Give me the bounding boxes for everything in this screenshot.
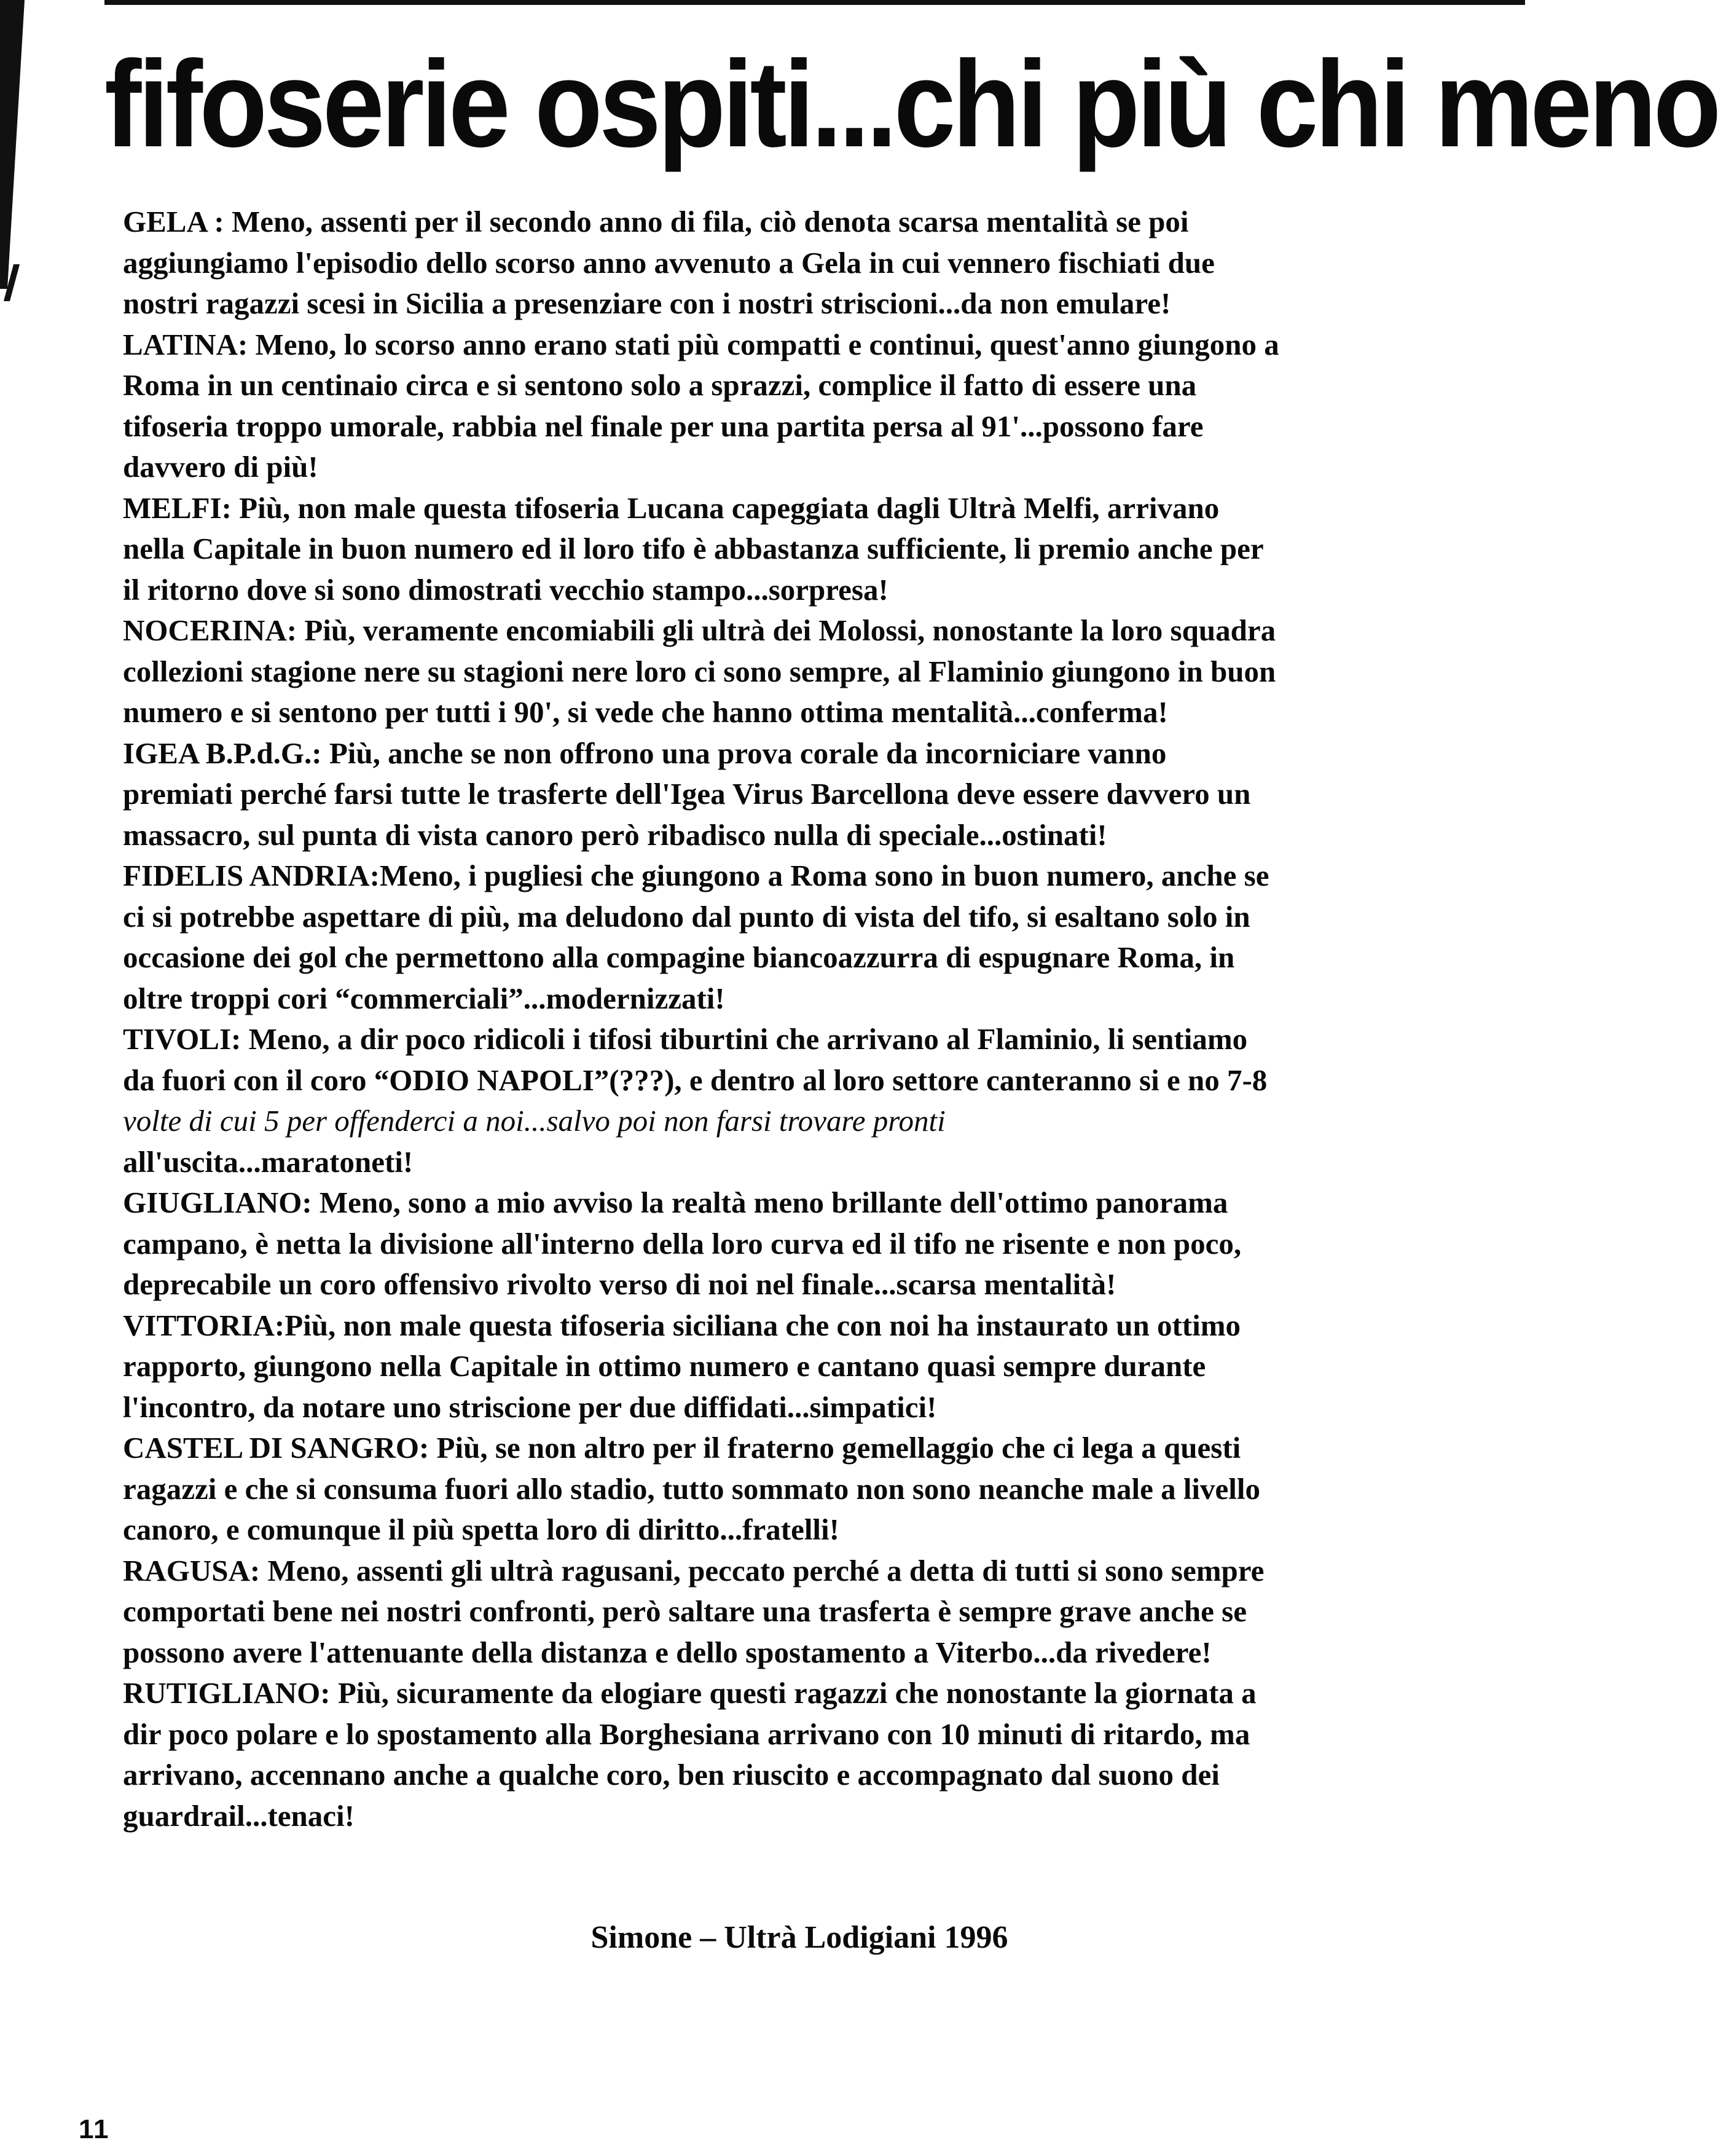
- article-line: ragazzi e che si consuma fuori allo stadio, tutto sommato non sono neanche male a livello: [123, 1471, 1261, 1506]
- article-line: VITTORIA:Più, non male questa tifoseria siciliana che con noi ha instaurato un ottimo: [123, 1308, 1241, 1342]
- headline: fifoserie ospiti...chi più chi meno: [104, 36, 1718, 173]
- article-line: numero e si sentono per tutti i 90', si vede che hanno ottima mentalità...conferma!: [123, 695, 1168, 729]
- article-line: ci si potrebbe aspettare di più, ma deludono dal punto di vista del tifo, si esaltano solo in: [123, 899, 1250, 934]
- article-line: Roma in un centinaio circa e si sentono solo a sprazzi, complice il fatto di essere una: [123, 368, 1197, 402]
- article-line: volte di cui 5 per offenderci a noi...salvo poi non farsi trovare pronti: [123, 1104, 946, 1138]
- article-line: IGEA B.P.d.G.: Più, anche se non offrono una prova corale da incorniciare vanno: [123, 736, 1167, 770]
- article-line: da fuori con il coro “ODIO NAPOLI”(???), e dentro al loro settore canteranno si e no 7-8: [123, 1063, 1268, 1097]
- article-line: oltre troppi cori “commerciali”...modernizzati!: [123, 981, 725, 1015]
- page-mark: 11: [79, 2114, 110, 2144]
- article-line: premiati perché farsi tutte le trasferte dell'Igea Virus Barcellona deve essere davvero un: [123, 777, 1251, 811]
- article-line: rapporto, giungono nella Capitale in ottimo numero e cantano quasi sempre durante: [123, 1349, 1206, 1383]
- article-line: davvero di più!: [123, 450, 318, 484]
- article-line: arrivano, accennano anche a qualche coro, ben riuscito e accompagnato dal suono dei: [123, 1758, 1220, 1792]
- article-line: dir poco polare e lo spostamento alla Borghesiana arrivano con 10 minuti di ritardo, ma: [123, 1717, 1250, 1751]
- article-line: TIVOLI: Meno, a dir poco ridicoli i tifosi tiburtini che arrivano al Flaminio, li sentiamo: [123, 1022, 1248, 1056]
- article-line: collezioni stagione nere su stagioni nere loro ci sono sempre, al Flaminio giungono in buon: [123, 654, 1276, 688]
- article-line: aggiungiamo l'episodio dello scorso anno avvenuto a Gela in cui vennero fischiati due: [123, 245, 1215, 280]
- article-body: [123, 202, 1499, 1836]
- article-line: nella Capitale in buon numero ed il loro tifo è abbastanza sufficiente, li premio anche per: [123, 532, 1264, 565]
- signature: Simone – Ultrà Lodigiani 1996: [590, 1920, 1008, 1955]
- article-line: occasione dei gol che permettono alla compagine biancoazzurra di espugnare Roma, in: [123, 940, 1235, 974]
- article-line: campano, è netta la divisione all'interno della loro curva ed il tifo ne risente e non poco,: [123, 1226, 1242, 1261]
- article-line: LATINA: Meno, lo scorso anno erano stati più compatti e continui, quest'anno giungono a: [123, 327, 1279, 361]
- article-line: tifoseria troppo umorale, rabbia nel finale per una partita persa al 91'...possono fare: [123, 409, 1204, 443]
- article-line: comportati bene nei nostri confronti, però saltare una trasferta è sempre grave anche se: [123, 1594, 1247, 1628]
- article-line: massacro, sul punta di vista canoro però ribadisco nulla di speciale...ostinati!: [123, 817, 1107, 852]
- article-line: possono avere l'attenuante della distanza e dello spostamento a Viterbo...da rivedere!: [123, 1635, 1212, 1669]
- article-line: CASTEL DI SANGRO: Più, se non altro per il fraterno gemellaggio che ci lega a questi: [123, 1431, 1241, 1465]
- article-line: NOCERINA: Più, veramente encomiabili gli ultrà dei Molossi, nonostante la loro squadra: [123, 613, 1276, 647]
- article-line: RAGUSA: Meno, assenti gli ultrà ragusani, peccato perché a detta di tutti si sono sempre: [123, 1553, 1265, 1587]
- article-line: canoro, e comunque il più spetta loro di diritto...fratelli!: [123, 1513, 839, 1546]
- left-margin-bar: [0, 0, 25, 289]
- article-line: nostri ragazzi scesi in Sicilia a presenziare con i nostri striscioni...da non emulare!: [123, 286, 1171, 320]
- article-line: il ritorno dove si sono dimostrati vecchio stampo...sorpresa!: [123, 572, 888, 607]
- article-line: l'incontro, da notare uno striscione per due diffidati...simpatici!: [123, 1390, 937, 1424]
- top-rule: [104, 0, 1525, 5]
- article-line: all'uscita...maratoneti!: [123, 1144, 414, 1179]
- article-line: GELA : Meno, assenti per il secondo anno di fila, ciò denota scarsa mentalità se poi: [123, 205, 1189, 238]
- article-line: RUTIGLIANO: Più, sicuramente da elogiare questi ragazzi che nonostante la giornata a: [123, 1676, 1257, 1710]
- article-line: MELFI: Più, non male questa tifoseria Lucana capeggiata dagli Ultrà Melfi, arrivano: [123, 490, 1220, 525]
- article-line: deprecabile un coro offensivo rivolto verso di noi nel finale...scarsa mentalità!: [123, 1267, 1116, 1301]
- article-line: FIDELIS ANDRIA:Meno, i pugliesi che giungono a Roma sono in buon numero, anche se: [123, 859, 1269, 892]
- article-line: GIUGLIANO: Meno, sono a mio avviso la realtà meno brillante dell'ottimo panorama: [123, 1186, 1228, 1219]
- article-line: guardrail...tenaci!: [123, 1798, 355, 1833]
